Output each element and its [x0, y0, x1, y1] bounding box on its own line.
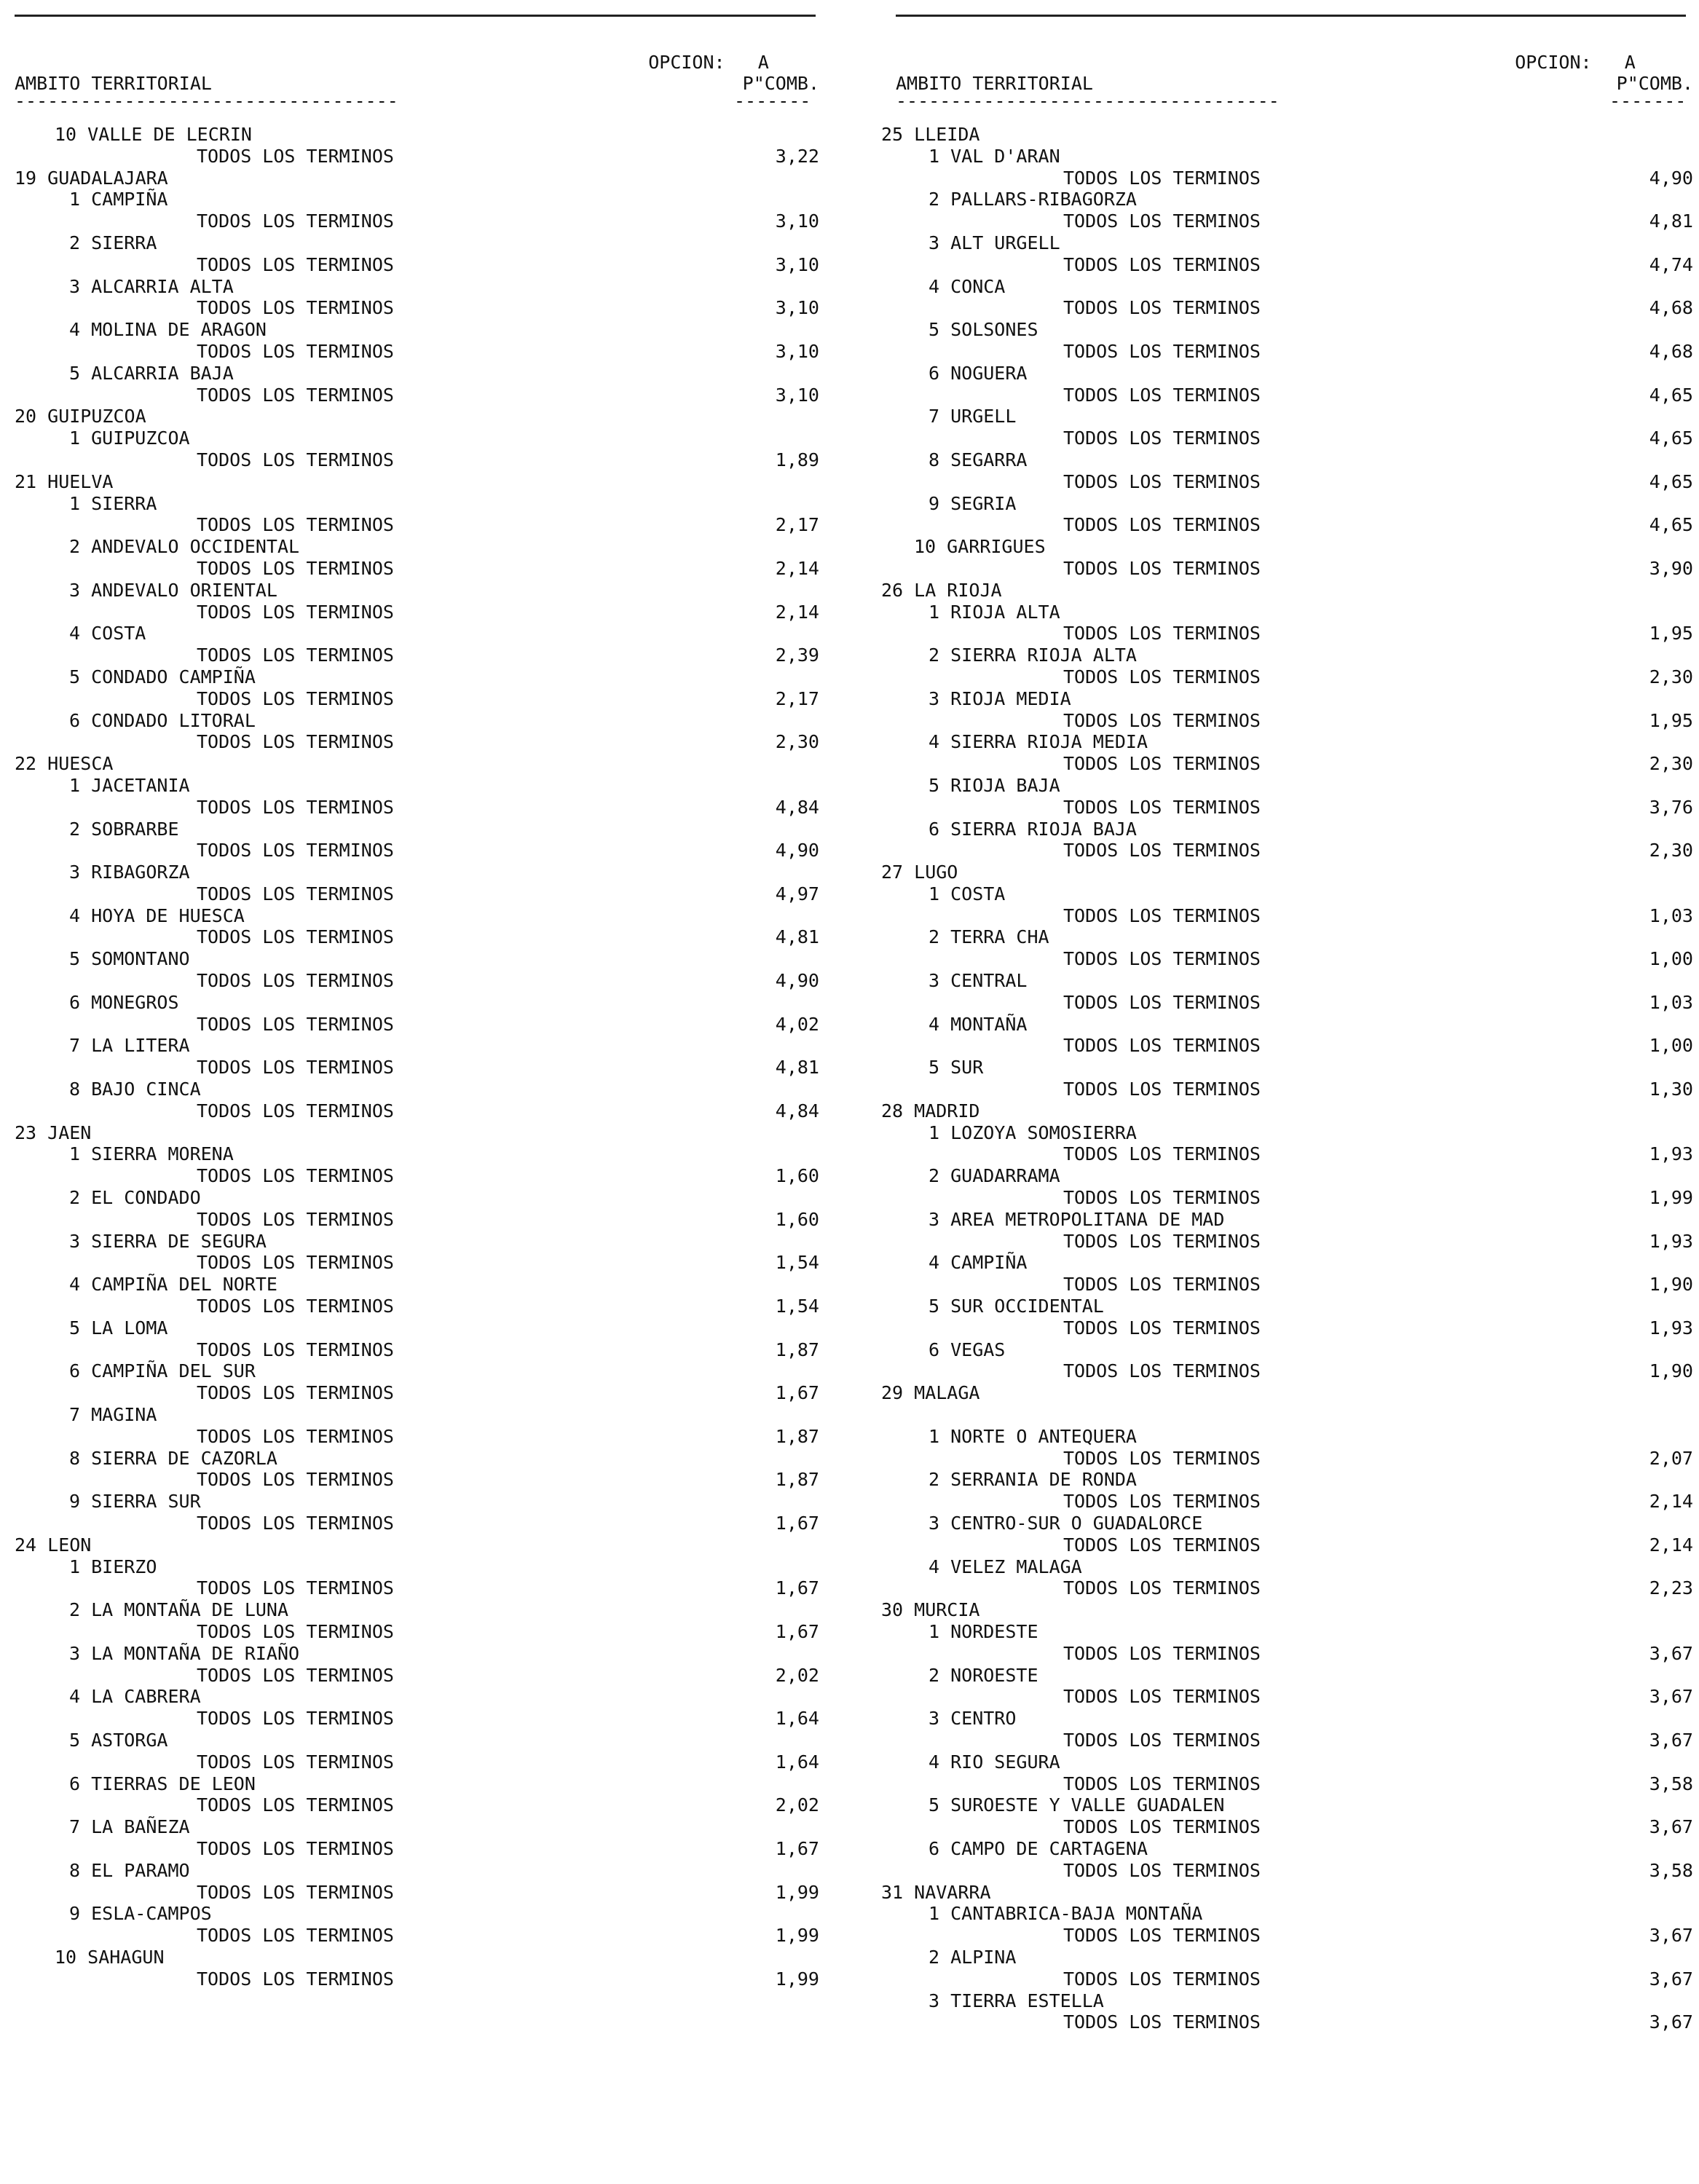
- comarca-name: 10 VALLE DE LECRIN: [55, 124, 252, 145]
- comarca-name: 3 ALCARRIA ALTA: [69, 275, 234, 297]
- terms-label: TODOS LOS TERMINOS: [197, 1469, 394, 1491]
- comarca-name: 4 CAMPIÑA: [929, 1252, 1028, 1274]
- terms-label: TODOS LOS TERMINOS: [1063, 167, 1261, 189]
- coefficient-value: 2,14: [1649, 1491, 1693, 1513]
- terms-label: TODOS LOS TERMINOS: [1063, 1534, 1261, 1556]
- comarca-name: 3 CENTRO: [929, 1708, 1017, 1730]
- coefficient-value: 4,84: [775, 1100, 819, 1121]
- coefficient-value: 2,30: [1649, 753, 1693, 775]
- comarca-name: 9 SIERRA SUR: [69, 1491, 201, 1513]
- coefficient-value: 1,03: [1649, 991, 1693, 1013]
- coefficient-value: 3,58: [1649, 1859, 1693, 1881]
- comarca-name: 1 SIERRA MORENA: [69, 1143, 234, 1165]
- comarca-name: 2 GUADARRAMA: [929, 1165, 1060, 1187]
- terms-label: TODOS LOS TERMINOS: [197, 1296, 394, 1317]
- coefficient-value: 1,93: [1649, 1230, 1693, 1252]
- coefficient-value: 4,81: [775, 1057, 819, 1079]
- terms-label: TODOS LOS TERMINOS: [197, 1425, 394, 1447]
- comarca-name: 2 PALLARS-RIBAGORZA: [929, 189, 1137, 210]
- terms-label: TODOS LOS TERMINOS: [1063, 948, 1261, 970]
- header-col: P"COMB.: [1616, 73, 1693, 94]
- comarca-name: 3 ALT URGELL: [929, 232, 1060, 253]
- coefficient-value: 1,99: [775, 1925, 819, 1947]
- terms-label: TODOS LOS TERMINOS: [197, 1513, 394, 1534]
- option-label: OPCION:: [648, 52, 725, 73]
- coefficient-value: 1,90: [1649, 1274, 1693, 1296]
- coefficient-value: 2,30: [1649, 666, 1693, 687]
- comarca-name: 2 SOBRARBE: [69, 818, 179, 840]
- comarca-name: 3 RIBAGORZA: [69, 862, 190, 883]
- terms-label: TODOS LOS TERMINOS: [1063, 1360, 1261, 1382]
- comarca-name: 4 COSTA: [69, 623, 146, 644]
- comarca-name: 9 SEGRIA: [929, 492, 1017, 514]
- comarca-name: 1 COSTA: [929, 883, 1006, 904]
- coefficient-value: 2,17: [775, 514, 819, 536]
- comarca-name: 8 SEGARRA: [929, 449, 1028, 470]
- terms-label: TODOS LOS TERMINOS: [1063, 297, 1261, 319]
- terms-label: TODOS LOS TERMINOS: [1063, 623, 1261, 644]
- coefficient-value: 2,14: [1649, 1534, 1693, 1556]
- coefficient-value: 2,02: [775, 1794, 819, 1816]
- terms-label: TODOS LOS TERMINOS: [197, 1013, 394, 1035]
- terms-label: TODOS LOS TERMINOS: [197, 1208, 394, 1230]
- comarca-name: 6 VEGAS: [929, 1339, 1006, 1360]
- comarca-name: 7 LA BAÑEZA: [69, 1816, 190, 1838]
- coefficient-value: 4,65: [1649, 470, 1693, 492]
- coefficient-value: 4,65: [1649, 514, 1693, 536]
- terms-label: TODOS LOS TERMINOS: [197, 1708, 394, 1730]
- comarca-name: 1 BIERZO: [69, 1556, 157, 1577]
- comarca-name: 6 MONEGROS: [69, 991, 179, 1013]
- coefficient-value: 3,67: [1649, 1816, 1693, 1838]
- terms-label: TODOS LOS TERMINOS: [197, 644, 394, 666]
- header-col-dashes: -------: [1609, 90, 1687, 111]
- comarca-name: 3 CENTRO-SUR O GUADALORCE: [929, 1513, 1203, 1534]
- coefficient-value: 4,81: [775, 926, 819, 948]
- terms-label: TODOS LOS TERMINOS: [197, 384, 394, 406]
- comarca-name: 2 SIERRA: [69, 232, 157, 253]
- coefficient-value: 1,64: [775, 1708, 819, 1730]
- terms-label: TODOS LOS TERMINOS: [1063, 904, 1261, 926]
- coefficient-value: 2,02: [775, 1664, 819, 1686]
- coefficient-value: 3,67: [1649, 1968, 1693, 1990]
- terms-label: TODOS LOS TERMINOS: [1063, 1773, 1261, 1794]
- terms-label: TODOS LOS TERMINOS: [197, 687, 394, 709]
- province-name: 20 GUIPUZCOA: [15, 406, 146, 427]
- coefficient-value: 1,93: [1649, 1317, 1693, 1339]
- terms-label: TODOS LOS TERMINOS: [197, 1881, 394, 1903]
- coefficient-value: 3,67: [1649, 1642, 1693, 1664]
- comarca-name: 5 ALCARRIA BAJA: [69, 362, 234, 384]
- province-name: 24 LEON: [15, 1534, 92, 1556]
- comarca-name: 6 SIERRA RIOJA BAJA: [929, 818, 1137, 840]
- comarca-name: 1 CAMPIÑA: [69, 189, 168, 210]
- terms-label: TODOS LOS TERMINOS: [197, 1382, 394, 1404]
- coefficient-value: 1,99: [775, 1968, 819, 1990]
- coefficient-value: 3,76: [1649, 796, 1693, 818]
- coefficient-value: 3,67: [1649, 1925, 1693, 1947]
- comarca-name: 1 NORTE O ANTEQUERA: [929, 1426, 1137, 1448]
- terms-label: TODOS LOS TERMINOS: [1063, 796, 1261, 818]
- comarca-name: 4 VELEZ MALAGA: [929, 1556, 1082, 1577]
- comarca-name: 2 ANDEVALO OCCIDENTAL: [69, 536, 300, 558]
- coefficient-value: 1,89: [775, 449, 819, 470]
- coefficient-value: 4,65: [1649, 427, 1693, 449]
- province-name: 21 HUELVA: [15, 470, 114, 492]
- terms-label: TODOS LOS TERMINOS: [1063, 991, 1261, 1013]
- terms-label: TODOS LOS TERMINOS: [197, 1837, 394, 1859]
- comarca-name: 3 SIERRA DE SEGURA: [69, 1230, 267, 1252]
- comarca-name: 5 SUR: [929, 1057, 984, 1079]
- terms-label: TODOS LOS TERMINOS: [197, 514, 394, 536]
- terms-label: TODOS LOS TERMINOS: [197, 449, 394, 470]
- comarca-name: 5 ASTORGA: [69, 1729, 168, 1751]
- terms-label: TODOS LOS TERMINOS: [1063, 384, 1261, 406]
- terms-label: TODOS LOS TERMINOS: [197, 1577, 394, 1599]
- coefficient-value: 2,07: [1649, 1447, 1693, 1469]
- terms-label: TODOS LOS TERMINOS: [197, 883, 394, 904]
- comarca-name: 4 RIO SEGURA: [929, 1751, 1060, 1773]
- coefficient-value: 1,64: [775, 1751, 819, 1773]
- option-label: OPCION:: [1515, 52, 1592, 73]
- comarca-name: 1 CANTABRICA-BAJA MONTAÑA: [929, 1903, 1203, 1925]
- coefficient-value: 1,90: [1649, 1360, 1693, 1382]
- comarca-name: 8 EL PARAMO: [69, 1859, 190, 1881]
- terms-label: TODOS LOS TERMINOS: [1063, 2011, 1261, 2033]
- province-name: 27 LUGO: [881, 862, 958, 883]
- comarca-name: 2 EL CONDADO: [69, 1187, 201, 1209]
- coefficient-value: 1,99: [775, 1881, 819, 1903]
- province-name: 25 LLEIDA: [881, 124, 980, 145]
- terms-label: TODOS LOS TERMINOS: [1063, 1187, 1261, 1209]
- terms-label: TODOS LOS TERMINOS: [197, 1925, 394, 1947]
- comarca-name: 3 CENTRAL: [929, 970, 1028, 992]
- comarca-name: 8 SIERRA DE CAZORLA: [69, 1447, 277, 1469]
- coefficient-value: 3,10: [775, 297, 819, 319]
- comarca-name: 5 SOMONTANO: [69, 948, 190, 970]
- comarca-name: 6 TIERRAS DE LEON: [69, 1773, 256, 1794]
- option-value: A: [1624, 52, 1636, 73]
- comarca-name: 5 SUROESTE Y VALLE GUADALEN: [929, 1794, 1225, 1816]
- comarca-name: 2 TERRA CHA: [929, 926, 1049, 948]
- terms-label: TODOS LOS TERMINOS: [197, 1057, 394, 1079]
- comarca-name: 6 NOGUERA: [929, 362, 1028, 384]
- terms-label: TODOS LOS TERMINOS: [197, 1968, 394, 1990]
- coefficient-value: 1,67: [775, 1513, 819, 1534]
- terms-label: TODOS LOS TERMINOS: [1063, 253, 1261, 275]
- terms-label: TODOS LOS TERMINOS: [197, 1100, 394, 1121]
- coefficient-value: 1,67: [775, 1382, 819, 1404]
- comarca-name: 7 URGELL: [929, 406, 1017, 427]
- header-col-dashes: -------: [734, 90, 811, 111]
- comarca-name: 1 GUIPUZCOA: [69, 427, 190, 449]
- comarca-name: 6 CAMPIÑA DEL SUR: [69, 1360, 256, 1382]
- terms-label: TODOS LOS TERMINOS: [1063, 840, 1261, 862]
- terms-label: TODOS LOS TERMINOS: [197, 1252, 394, 1274]
- coefficient-value: 3,67: [1649, 2011, 1693, 2033]
- coefficient-value: 1,30: [1649, 1079, 1693, 1100]
- comarca-name: 10 SAHAGUN: [55, 1946, 165, 1968]
- terms-label: TODOS LOS TERMINOS: [1063, 1925, 1261, 1947]
- option-value: A: [757, 52, 769, 73]
- coefficient-value: 3,67: [1649, 1686, 1693, 1708]
- coefficient-value: 3,67: [1649, 1729, 1693, 1751]
- coefficient-value: 1,95: [1649, 623, 1693, 644]
- terms-label: TODOS LOS TERMINOS: [1063, 753, 1261, 775]
- coefficient-value: 3,58: [1649, 1773, 1693, 1794]
- comarca-name: 3 AREA METROPOLITANA DE MAD: [929, 1208, 1225, 1230]
- comarca-name: 3 LA MONTAÑA DE RIAÑO: [69, 1642, 300, 1664]
- comarca-name: 2 ALPINA: [929, 1946, 1017, 1968]
- coefficient-value: 4,65: [1649, 384, 1693, 406]
- comarca-name: 4 HOYA DE HUESCA: [69, 904, 245, 926]
- terms-label: TODOS LOS TERMINOS: [1063, 1491, 1261, 1513]
- coefficient-value: 3,90: [1649, 557, 1693, 579]
- comarca-name: 1 VAL D'ARAN: [929, 145, 1060, 167]
- terms-label: TODOS LOS TERMINOS: [197, 1620, 394, 1642]
- comarca-name: 6 CAMPO DE CARTAGENA: [929, 1837, 1148, 1859]
- province-name: 19 GUADALAJARA: [15, 167, 168, 189]
- terms-label: TODOS LOS TERMINOS: [1063, 470, 1261, 492]
- coefficient-value: 3,10: [775, 384, 819, 406]
- coefficient-value: 1,95: [1649, 709, 1693, 731]
- comarca-name: 4 CONCA: [929, 275, 1006, 297]
- coefficient-value: 1,54: [775, 1252, 819, 1274]
- terms-label: TODOS LOS TERMINOS: [1063, 210, 1261, 232]
- terms-label: TODOS LOS TERMINOS: [1063, 1230, 1261, 1252]
- terms-label: TODOS LOS TERMINOS: [1063, 666, 1261, 687]
- terms-label: TODOS LOS TERMINOS: [197, 1165, 394, 1187]
- comarca-name: 4 SIERRA RIOJA MEDIA: [929, 731, 1148, 753]
- coefficient-value: 2,17: [775, 687, 819, 709]
- terms-label: TODOS LOS TERMINOS: [1063, 709, 1261, 731]
- comarca-name: 1 NORDESTE: [929, 1620, 1038, 1642]
- province-name: 23 JAEN: [15, 1121, 92, 1143]
- province-name: 26 LA RIOJA: [881, 579, 1002, 601]
- coefficient-value: 2,30: [775, 731, 819, 753]
- coefficient-value: 3,10: [775, 210, 819, 232]
- terms-label: TODOS LOS TERMINOS: [1063, 514, 1261, 536]
- coefficient-value: 2,30: [1649, 840, 1693, 862]
- coefficient-value: 1,00: [1649, 948, 1693, 970]
- coefficient-value: 4,68: [1649, 297, 1693, 319]
- comarca-name: 4 CAMPIÑA DEL NORTE: [69, 1274, 277, 1296]
- coefficient-value: 3,10: [775, 340, 819, 362]
- coefficient-value: 1,87: [775, 1425, 819, 1447]
- coefficient-value: 3,10: [775, 253, 819, 275]
- comarca-name: 7 LA LITERA: [69, 1035, 190, 1057]
- comarca-name: 5 CONDADO CAMPIÑA: [69, 666, 256, 687]
- top-rule: [15, 15, 816, 17]
- terms-label: TODOS LOS TERMINOS: [197, 210, 394, 232]
- comarca-name: 4 MOLINA DE ARAGON: [69, 319, 267, 341]
- terms-label: TODOS LOS TERMINOS: [197, 253, 394, 275]
- terms-label: TODOS LOS TERMINOS: [197, 601, 394, 623]
- terms-label: TODOS LOS TERMINOS: [1063, 1577, 1261, 1599]
- province-name: 28 MADRID: [881, 1100, 980, 1121]
- terms-label: TODOS LOS TERMINOS: [1063, 1447, 1261, 1469]
- terms-label: TODOS LOS TERMINOS: [1063, 427, 1261, 449]
- comarca-name: 5 RIOJA BAJA: [929, 774, 1060, 796]
- comarca-name: 1 RIOJA ALTA: [929, 601, 1060, 623]
- terms-label: TODOS LOS TERMINOS: [197, 1794, 394, 1816]
- coefficient-value: 4,74: [1649, 253, 1693, 275]
- coefficient-value: 1,87: [775, 1469, 819, 1491]
- terms-label: TODOS LOS TERMINOS: [1063, 1968, 1261, 1990]
- coefficient-value: 1,03: [1649, 904, 1693, 926]
- comarca-name: 5 SUR OCCIDENTAL: [929, 1296, 1104, 1317]
- coefficient-value: 3,22: [775, 145, 819, 167]
- coefficient-value: 1,60: [775, 1165, 819, 1187]
- terms-label: TODOS LOS TERMINOS: [197, 1664, 394, 1686]
- terms-label: TODOS LOS TERMINOS: [197, 970, 394, 992]
- coefficient-value: 2,23: [1649, 1577, 1693, 1599]
- terms-label: TODOS LOS TERMINOS: [197, 926, 394, 948]
- terms-label: TODOS LOS TERMINOS: [197, 731, 394, 753]
- terms-label: TODOS LOS TERMINOS: [1063, 1079, 1261, 1100]
- terms-label: TODOS LOS TERMINOS: [1063, 1729, 1261, 1751]
- comarca-name: 1 SIERRA: [69, 492, 157, 514]
- comarca-name: 10 GARRIGUES: [914, 536, 1046, 558]
- coefficient-value: 4,97: [775, 883, 819, 904]
- terms-label: TODOS LOS TERMINOS: [1063, 340, 1261, 362]
- terms-label: TODOS LOS TERMINOS: [197, 145, 394, 167]
- province-name: 30 MURCIA: [881, 1599, 980, 1621]
- comarca-name: 1 JACETANIA: [69, 774, 190, 796]
- terms-label: TODOS LOS TERMINOS: [197, 340, 394, 362]
- coefficient-value: 1,67: [775, 1620, 819, 1642]
- comarca-name: 5 LA LOMA: [69, 1317, 168, 1339]
- terms-label: TODOS LOS TERMINOS: [197, 1339, 394, 1360]
- coefficient-value: 2,14: [775, 557, 819, 579]
- coefficient-value: 1,54: [775, 1296, 819, 1317]
- comarca-name: 8 BAJO CINCA: [69, 1079, 201, 1100]
- province-name: 29 MALAGA: [881, 1382, 980, 1404]
- header-dashes: -----------------------------------: [896, 90, 1280, 111]
- coefficient-value: 2,14: [775, 601, 819, 623]
- coefficient-value: 4,90: [775, 970, 819, 992]
- comarca-name: 3 ANDEVALO ORIENTAL: [69, 579, 277, 601]
- comarca-name: 2 SERRANIA DE RONDA: [929, 1469, 1137, 1491]
- coefficient-value: 4,81: [1649, 210, 1693, 232]
- terms-label: TODOS LOS TERMINOS: [1063, 557, 1261, 579]
- coefficient-value: 4,68: [1649, 340, 1693, 362]
- header-title: AMBITO TERRITORIAL: [15, 73, 212, 94]
- header-title: AMBITO TERRITORIAL: [896, 73, 1093, 94]
- comarca-name: 5 SOLSONES: [929, 319, 1038, 341]
- comarca-name: 3 TIERRA ESTELLA: [929, 1990, 1104, 2011]
- comarca-name: 3 RIOJA MEDIA: [929, 687, 1071, 709]
- terms-label: TODOS LOS TERMINOS: [1063, 1143, 1261, 1165]
- comarca-name: 7 MAGINA: [69, 1404, 157, 1426]
- terms-label: TODOS LOS TERMINOS: [1063, 1642, 1261, 1664]
- coefficient-value: 1,67: [775, 1837, 819, 1859]
- terms-label: TODOS LOS TERMINOS: [1063, 1274, 1261, 1296]
- comarca-name: 2 NOROESTE: [929, 1664, 1038, 1686]
- terms-label: TODOS LOS TERMINOS: [1063, 1035, 1261, 1057]
- coefficient-value: 4,84: [775, 796, 819, 818]
- terms-label: TODOS LOS TERMINOS: [197, 1751, 394, 1773]
- terms-label: TODOS LOS TERMINOS: [1063, 1816, 1261, 1838]
- coefficient-value: 1,93: [1649, 1143, 1693, 1165]
- top-rule: [896, 15, 1686, 17]
- coefficient-value: 4,90: [775, 840, 819, 862]
- coefficient-value: 1,99: [1649, 1187, 1693, 1209]
- header-dashes: -----------------------------------: [15, 90, 398, 111]
- comarca-name: 9 ESLA-CAMPOS: [69, 1903, 212, 1925]
- comarca-name: 2 SIERRA RIOJA ALTA: [929, 644, 1137, 666]
- coefficient-value: 1,00: [1649, 1035, 1693, 1057]
- coefficient-value: 4,90: [1649, 167, 1693, 189]
- comarca-name: 2 LA MONTAÑA DE LUNA: [69, 1599, 289, 1621]
- terms-label: TODOS LOS TERMINOS: [1063, 1859, 1261, 1881]
- coefficient-value: 1,60: [775, 1208, 819, 1230]
- province-name: 22 HUESCA: [15, 753, 114, 775]
- coefficient-value: 4,02: [775, 1013, 819, 1035]
- terms-label: TODOS LOS TERMINOS: [197, 297, 394, 319]
- terms-label: TODOS LOS TERMINOS: [1063, 1686, 1261, 1708]
- terms-label: TODOS LOS TERMINOS: [1063, 1317, 1261, 1339]
- comarca-name: 6 CONDADO LITORAL: [69, 709, 256, 731]
- terms-label: TODOS LOS TERMINOS: [197, 796, 394, 818]
- province-name: 31 NAVARRA: [881, 1881, 991, 1903]
- header-col: P"COMB.: [742, 73, 819, 94]
- terms-label: TODOS LOS TERMINOS: [197, 840, 394, 862]
- terms-label: TODOS LOS TERMINOS: [197, 557, 394, 579]
- comarca-name: 1 LOZOYA SOMOSIERRA: [929, 1121, 1137, 1143]
- comarca-name: 4 LA CABRERA: [69, 1686, 201, 1708]
- comarca-name: 4 MONTAÑA: [929, 1013, 1028, 1035]
- coefficient-value: 1,67: [775, 1577, 819, 1599]
- coefficient-value: 1,87: [775, 1339, 819, 1360]
- coefficient-value: 2,39: [775, 644, 819, 666]
